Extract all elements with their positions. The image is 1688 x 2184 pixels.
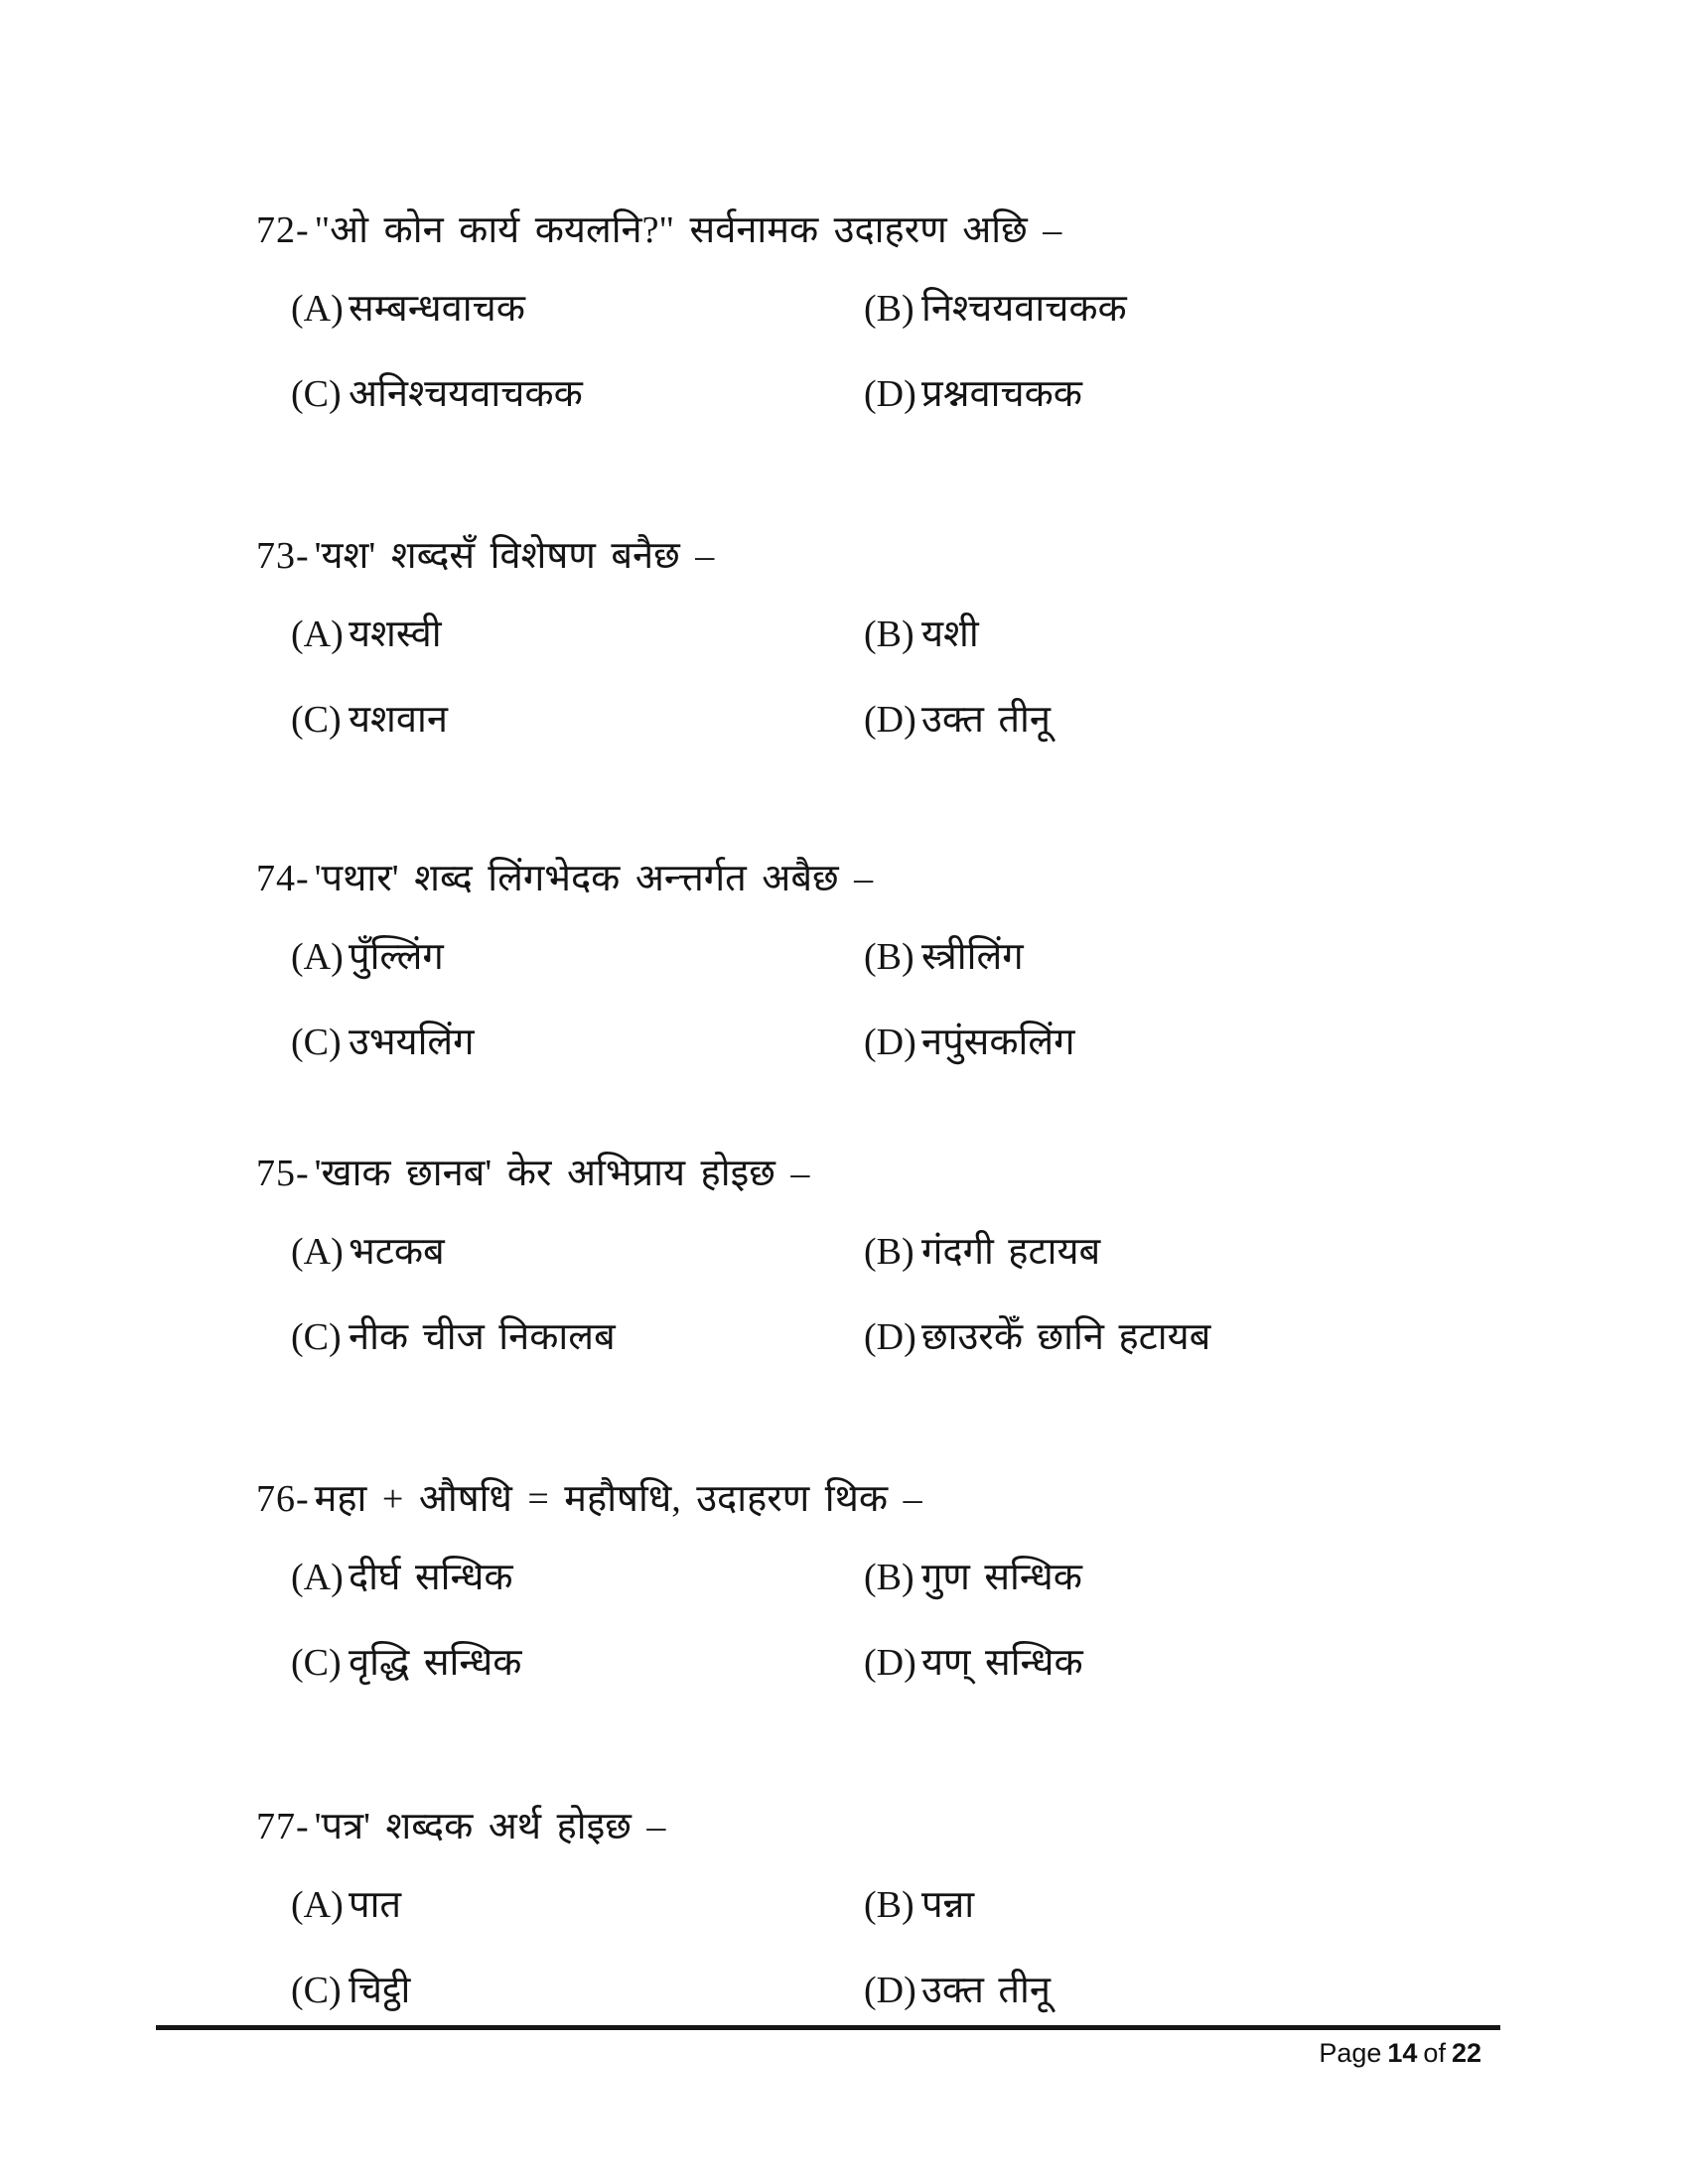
option-label: (A) (291, 936, 344, 978)
option-text: उक्त तीनू (921, 1970, 1051, 2011)
current-page-number: 14 (1387, 2038, 1418, 2068)
question-74 (256, 854, 1547, 1066)
option-text: पन्ना (921, 1884, 975, 1926)
question-number: 76- (256, 1478, 310, 1520)
question-text: 'खाक छानब' केर अभिप्राय होइछ – (314, 1153, 810, 1194)
option-label: (C) (291, 699, 342, 741)
option-label: (C) (291, 1642, 342, 1684)
option-label: (D) (864, 1642, 916, 1684)
question-73 (256, 531, 1547, 744)
option-label: (A) (291, 614, 344, 655)
option-text: छाउरकेँ छानि हटायब (921, 1316, 1211, 1358)
option-text: पुँल्लिंग (349, 936, 444, 978)
option-label: (A) (291, 1231, 344, 1273)
option-label: (A) (291, 288, 344, 330)
option-a (291, 285, 864, 333)
option-label: (C) (291, 1970, 342, 2011)
question-line (256, 854, 1547, 903)
option-b (864, 1554, 1547, 1601)
option-label: (B) (864, 1231, 914, 1273)
page-word: Page (1319, 2038, 1382, 2068)
option-d (864, 1967, 1547, 2014)
option-label: (B) (864, 1557, 914, 1598)
option-b (864, 933, 1547, 981)
question-text: 'पत्र' शब्दक अर्थ होइछ – (314, 1806, 666, 1847)
option-label: (A) (291, 1884, 344, 1926)
question-number: 73- (256, 535, 310, 577)
option-label: (C) (291, 373, 342, 415)
option-text: वृद्धि सन्धिक (349, 1642, 522, 1684)
option-label: (D) (864, 1022, 916, 1063)
option-d (864, 1019, 1547, 1066)
option-text: यशवान (349, 699, 448, 741)
option-text: उक्त तीनू (921, 699, 1051, 741)
footer-divider (156, 2025, 1500, 2030)
option-label: (D) (864, 699, 916, 741)
option-text: गुण सन्धिक (921, 1557, 1082, 1598)
option-label: (C) (291, 1316, 342, 1358)
question-line (256, 205, 1547, 255)
option-d (864, 696, 1547, 744)
option-text: उभयलिंग (349, 1022, 475, 1063)
question-number: 72- (256, 209, 310, 251)
option-c (291, 1313, 864, 1361)
question-number: 77- (256, 1806, 310, 1847)
question-77 (256, 1802, 1547, 2014)
question-line (256, 1802, 1547, 1851)
total-pages: 22 (1451, 2038, 1481, 2068)
option-label: (D) (864, 1316, 916, 1358)
option-label: (D) (864, 1970, 916, 2011)
option-text: नपुंसकलिंग (921, 1022, 1075, 1063)
option-text: अनिश्चयवाचकक (349, 373, 583, 415)
options-grid (291, 285, 1547, 418)
option-c (291, 1019, 864, 1066)
options-grid (291, 611, 1547, 744)
option-a (291, 933, 864, 981)
option-text: प्रश्नवाचकक (921, 373, 1082, 415)
options-grid (291, 933, 1547, 1066)
option-a (291, 611, 864, 658)
options-grid (291, 1554, 1547, 1687)
options-grid (291, 1228, 1547, 1361)
question-line (256, 531, 1547, 581)
option-c (291, 1967, 864, 2014)
option-text: भटकब (349, 1231, 445, 1273)
option-label: (B) (864, 288, 914, 330)
question-number: 74- (256, 858, 310, 899)
option-b (864, 1881, 1547, 1929)
question-line (256, 1149, 1547, 1198)
option-d (864, 1313, 1547, 1361)
option-c (291, 696, 864, 744)
option-label: (B) (864, 614, 914, 655)
option-label: (C) (291, 1022, 342, 1063)
option-a (291, 1554, 864, 1601)
option-text: पात (349, 1884, 402, 1926)
option-label: (B) (864, 936, 914, 978)
options-grid (291, 1881, 1547, 2014)
option-a (291, 1228, 864, 1276)
option-text: निश्चयवाचकक (921, 288, 1127, 330)
option-b (864, 285, 1547, 333)
option-text: स्त्रीलिंग (921, 936, 1024, 978)
option-b (864, 611, 1547, 658)
question-line (256, 1474, 1547, 1524)
option-text: दीर्घ सन्धिक (349, 1557, 513, 1598)
option-c (291, 1639, 864, 1687)
question-76 (256, 1474, 1547, 1687)
page-number-indicator (156, 2036, 1484, 2070)
question-75 (256, 1149, 1547, 1361)
of-word: of (1423, 2038, 1446, 2068)
option-c (291, 370, 864, 418)
question-number: 75- (256, 1153, 310, 1194)
option-text: गंदगी हटायब (921, 1231, 1101, 1273)
question-text: महा + औषधि = महौषधि, उदाहरण थिक – (314, 1478, 922, 1520)
option-a (291, 1881, 864, 1929)
option-label: (A) (291, 1557, 344, 1598)
option-b (864, 1228, 1547, 1276)
option-label: (D) (864, 373, 916, 415)
option-text: यण् सन्धिक (921, 1642, 1083, 1684)
option-text: नीक चीज निकालब (349, 1316, 616, 1358)
option-d (864, 1639, 1547, 1687)
question-72 (256, 205, 1547, 418)
question-text: 'यश' शब्दसँ विशेषण बनैछ – (314, 535, 715, 577)
option-text: चिट्ठी (349, 1970, 411, 2011)
option-text: सम्बन्धवाचक (349, 288, 525, 330)
option-label: (B) (864, 1884, 914, 1926)
option-text: यशी (921, 614, 979, 655)
question-text: "ओ कोन कार्य कयलनि?" सर्वनामक उदाहरण अछि – (314, 209, 1062, 251)
option-text: यशस्वी (349, 614, 442, 655)
question-text: 'पथार' शब्द लिंगभेदक अन्त्तर्गत अबैछ – (314, 858, 874, 899)
option-d (864, 370, 1547, 418)
